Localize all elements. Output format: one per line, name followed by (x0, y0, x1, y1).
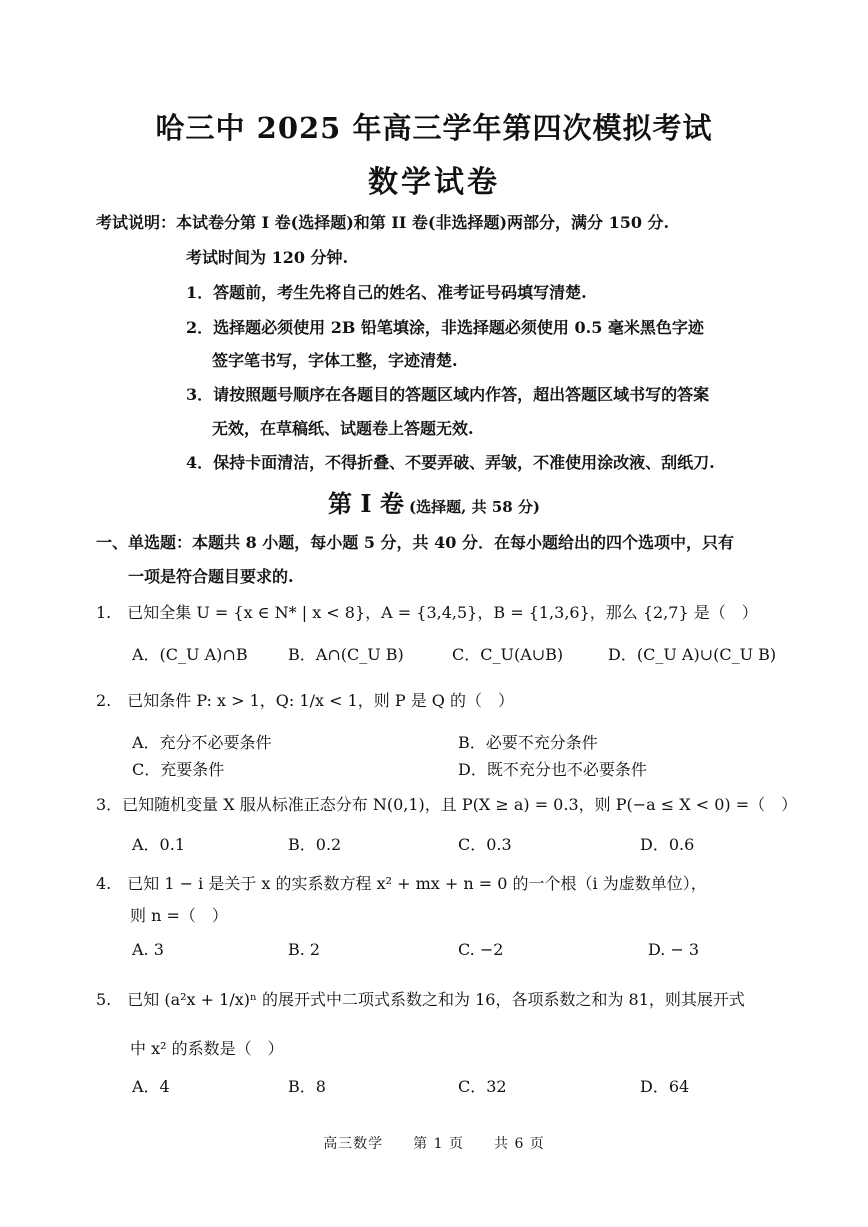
instructions-line-1: 考试说明：本试卷分第 I 卷(选择题)和第 II 卷(非选择题)两部分，满分 150 分. (96, 213, 670, 232)
page-footer: 高三数学 第 1 页 共 6 页 (323, 1136, 545, 1152)
question-2-option-d: D．既不充分也不必要条件 (458, 760, 647, 779)
section-note: (选择题, 共 58 分) (409, 498, 540, 516)
question-4-option-d: D. − 3 (648, 940, 700, 959)
exam-title: 哈三中 2025 年高三学年第四次模拟考试 (155, 111, 713, 145)
question-2-option-c: C．充要条件 (132, 760, 225, 779)
question-1-option-a: A．(C_U A)∩B (132, 645, 248, 664)
question-5-stem: 5. 已知 (a²x + 1/x)ⁿ 的展开式中二项式系数之和为 16，各项系数之和为 81，则其展开式 (96, 990, 745, 1009)
instructions-item-3: 3．请按照题号顺序在各题目的答题区域内作答，超出答题区域书写的答案 (186, 385, 710, 404)
question-3-stem: 3．已知随机变量 X 服从标准正态分布 N(0,1)，且 P(X ≥ a) = 0.3，则 P(−a ≤ X < 0) =（ ） (96, 795, 798, 814)
part1-heading: 一、单选题：本题共 8 小题，每小题 5 分，共 40 分．在每小题给出的四个选项中，只有 (96, 533, 734, 552)
instructions-item-3-cont: 无效，在草稿纸、试题卷上答题无效. (212, 419, 474, 438)
question-3-option-a: A．0.1 (132, 835, 186, 854)
exam-subtitle: 数学试卷 (368, 165, 500, 200)
question-5-option-d: D．64 (640, 1077, 690, 1096)
instructions-line-2: 考试时间为 120 分钟. (186, 248, 349, 267)
question-1-option-b: B．A∩(C_U B) (288, 645, 404, 664)
question-5-option-b: B．8 (288, 1077, 326, 1096)
question-3-option-b: B．0.2 (288, 835, 342, 854)
question-5-option-a: A．4 (132, 1077, 170, 1096)
question-5-option-c: C．32 (458, 1077, 507, 1096)
question-2-stem: 2. 已知条件 P: x > 1，Q: 1/x < 1，则 P 是 Q 的（ ） (96, 691, 514, 710)
instructions-item-2-cont: 签字笔书写，字体工整，字迹清楚. (212, 351, 458, 370)
question-5-stem-cont: 中 x² 的系数是（ ） (130, 1039, 284, 1058)
question-4-option-b: B. 2 (288, 940, 321, 959)
instructions-item-1: 1．答题前，考生先将自己的姓名、准考证号码填写清楚. (186, 283, 587, 302)
question-2-option-a: A．充分不必要条件 (132, 733, 272, 752)
question-1-stem: 1. 已知全集 U = {x ∈ N* | x < 8}，A = {3,4,5}，B = {1,3,6}，那么 {2,7} 是（ ） (96, 603, 758, 622)
section-title: 第 I 卷 (328, 489, 404, 518)
question-3-option-c: C．0.3 (458, 835, 512, 854)
question-1-option-d: D．(C_U A)∪(C_U B) (608, 645, 777, 664)
instructions-item-2: 2．选择题必须使用 2B 铅笔填涂，非选择题必须使用 0.5 毫米黑色字迹 (186, 318, 704, 337)
question-3-option-d: D．0.6 (640, 835, 695, 854)
section-heading (0, 484, 868, 519)
part1-heading-cont: 一项是符合题目要求的. (128, 567, 294, 586)
question-2-option-b: B．必要不充分条件 (458, 733, 598, 752)
question-4-option-a: A. 3 (132, 940, 164, 959)
question-4-stem: 4. 已知 1 − i 是关于 x 的实系数方程 x² + mx + n = 0 的一个根（i 为虚数单位）， (96, 874, 707, 893)
instructions-item-4: 4．保持卡面清洁，不得折叠、不要弄破、弄皱，不准使用涂改液、刮纸刀. (186, 453, 715, 472)
question-1-option-c: C．C_U(A∪B) (452, 645, 564, 664)
question-4-stem-cont: 则 n =（ ） (130, 906, 228, 925)
question-4-option-c: C. −2 (458, 940, 504, 959)
